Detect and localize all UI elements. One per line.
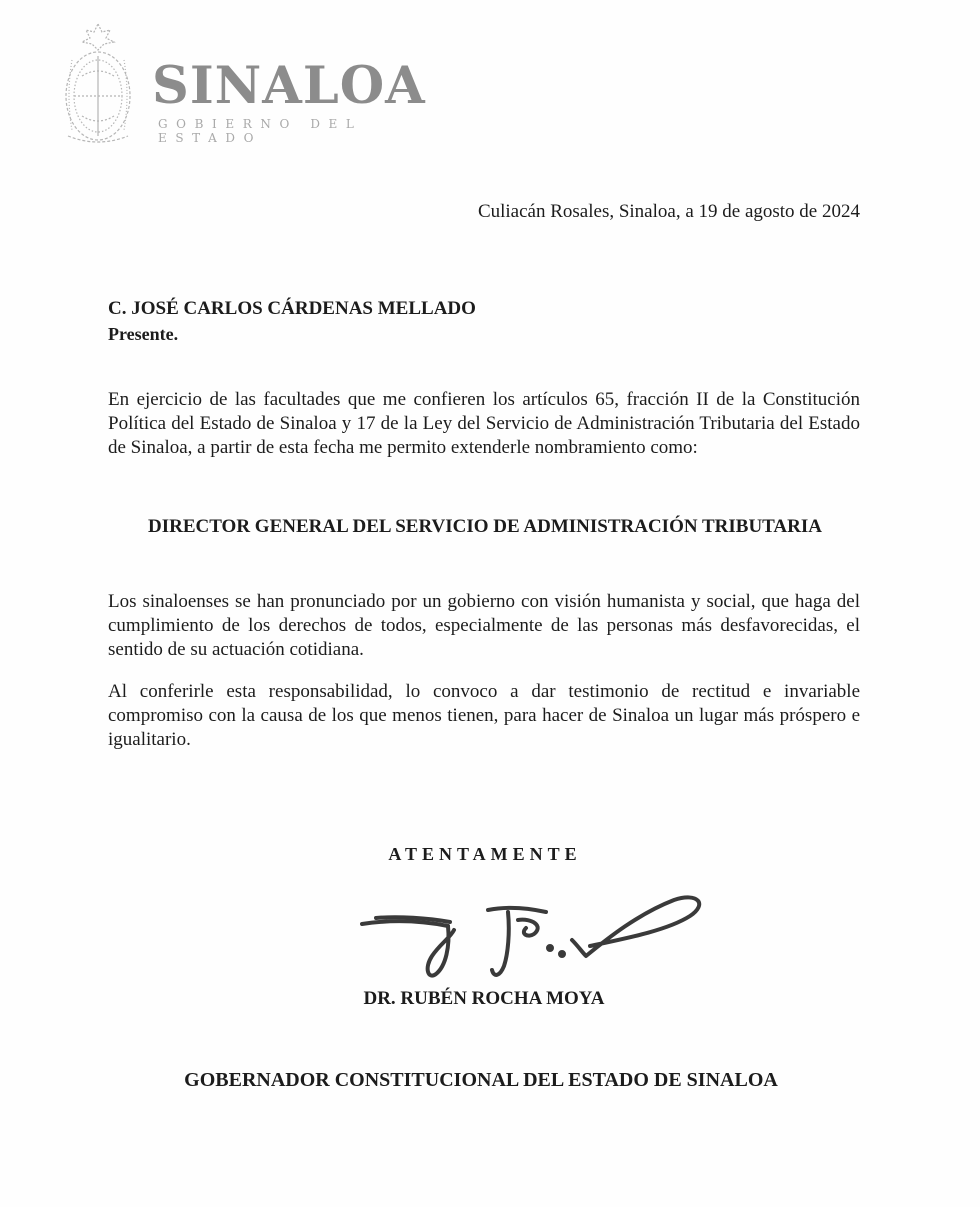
- letterhead-name: SINALOA: [152, 56, 426, 116]
- intro-paragraph: En ejercicio de las facultades que me confieren los artículos 65, fracción II de la Constitución Política del Estado de Sinaloa y 17 de la Ley del Servicio de Administración Tributaria del Estado de Sinaloa, a partir de esta fecha me permito extenderle nombramiento como:: [108, 389, 860, 458]
- signer-name: DR. RUBÉN ROCHA MOYA: [363, 988, 605, 1009]
- state-seal-logo: [58, 20, 138, 148]
- addressee-name: C. JOSÉ CARLOS CÁRDENAS MELLADO: [108, 298, 476, 319]
- appointment-title: DIRECTOR GENERAL DEL SERVICIO DE ADMINISTRACIÓN TRIBUTARIA: [148, 516, 822, 537]
- letterhead: [152, 56, 462, 145]
- body-paragraph-2: Los sinaloenses se han pronunciado por un gobierno con visión humanista y social, que haga del cumplimiento de los derechos de todos, especialmente de las personas más desfavorecidas, el sentido de su actuación cotidiana.: [108, 591, 860, 660]
- addressee-greeting: Presente.: [108, 324, 179, 344]
- addressee-block: [108, 296, 476, 346]
- body-paragraph-3: Al conferirle esta responsabilidad, lo convoco a dar testimonio de rectitud e invariable compromiso con la causa de los que menos tienen, para hacer de Sinaloa un lugar más próspero e igualitario.: [108, 681, 860, 750]
- closing-text: ATENTAMENTE: [388, 844, 582, 864]
- handwritten-signature: [358, 890, 708, 982]
- dateline: Culiacán Rosales, Sinaloa, a 19 de agosto de 2024: [477, 201, 860, 222]
- signer-position: GOBERNADOR CONSTITUCIONAL DEL ESTADO DE SINALOA: [184, 1069, 778, 1091]
- letterhead-subtitle: GOBIERNO DEL ESTADO: [158, 117, 363, 145]
